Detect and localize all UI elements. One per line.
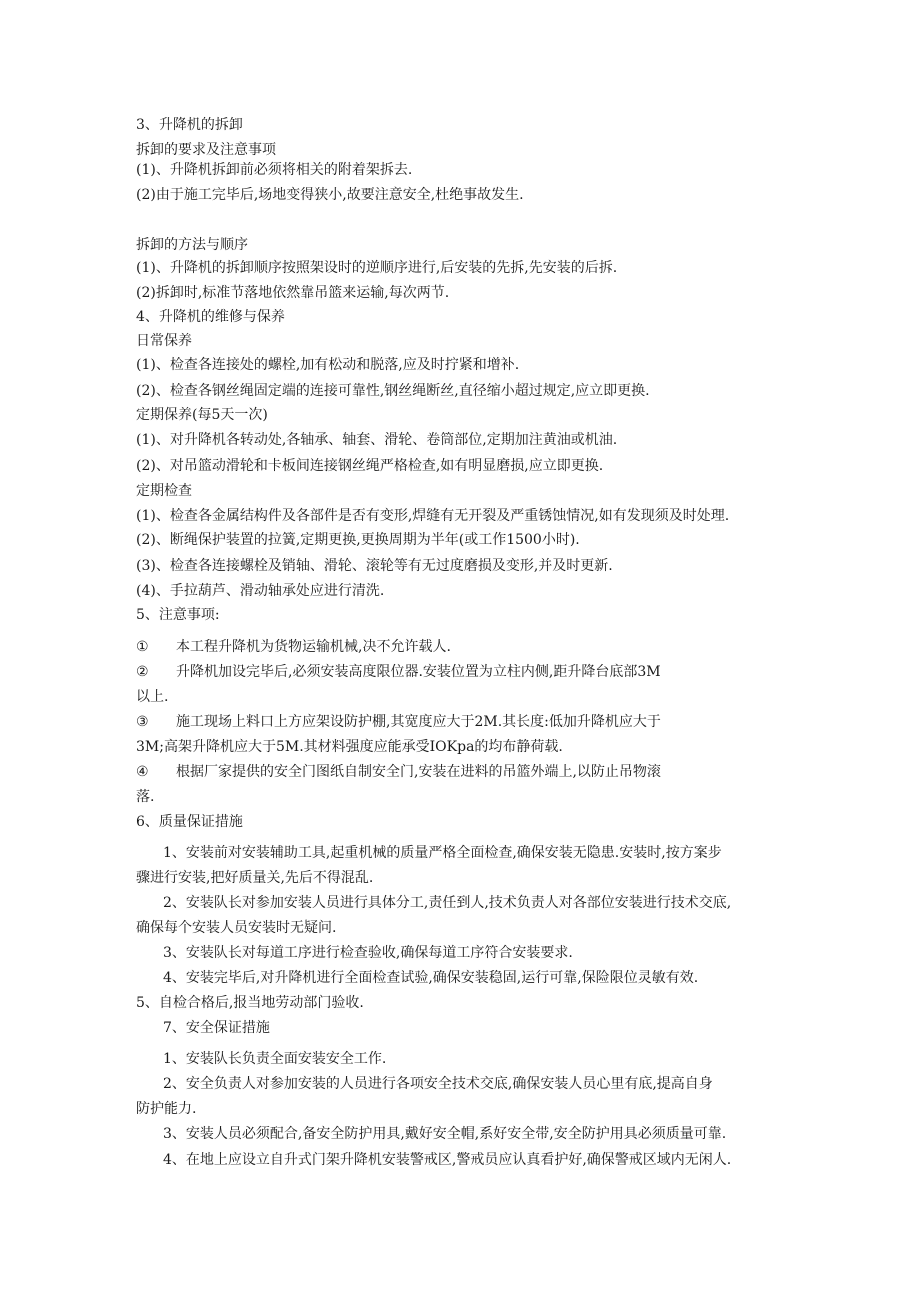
section7-p4: 4、在地上应设立自升式门架升降机安装警戒区,警戒员应认真看护好,确保警戒区域内无闲人. — [163, 1152, 732, 1168]
section3-method-2: (2)拆卸时,标准节落地依然靠吊篮来运输,每次两节. — [136, 285, 450, 301]
section6-p5: 5、自检合格后,报当地劳动部门验收. — [136, 995, 364, 1011]
section6-p4: 4、安装完毕后,对升降机进行全面检查试验,确保安装稳固,运行可靠,保险限位灵敏有效. — [163, 970, 699, 986]
section3-req-heading: 拆卸的要求及注意事项 — [136, 142, 276, 158]
item4-marker: ④ — [136, 764, 149, 780]
section6-p1-line2: 骤进行安装,把好质量关,先后不得混乱. — [136, 870, 374, 886]
section3-method-1: (1)、升降机的拆卸顺序按照架设时的逆顺序进行,后安装的先拆,先安装的后拆. — [136, 260, 618, 276]
item4-line1: 根据厂家提供的安全门图纸自制安全门,安装在进料的吊篮外端上,以防止吊物滚 — [176, 764, 661, 780]
item3-line1: 施工现场上料口上方应架设防护棚,其宽度应大于2M.其长度:低加升降机应大于 — [176, 714, 661, 730]
item3-marker: ③ — [136, 714, 149, 730]
section4-periodic-heading: 定期保养(每5天一次) — [136, 407, 268, 423]
item2-marker: ② — [136, 664, 149, 680]
section6-p3: 3、安装队长对每道工序进行检查验收,确保每道工序符合安装要求. — [163, 945, 573, 961]
section3-method-heading: 拆卸的方法与顺序 — [136, 237, 248, 253]
section5-title: 5、注意事项: — [136, 607, 220, 623]
section6-p1-line1: 1、安装前对安装辅助工具,起重机械的质量严格全面检查,确保安装无隐患.安装时,按方案步 — [163, 845, 722, 861]
section4-daily-2: (2)、检查各钢丝绳固定端的连接可靠性,钢丝绳断丝,直径缩小超过规定,应立即更换. — [136, 383, 650, 399]
section4-daily-1: (1)、检查各连接处的螺栓,加有松动和脱落,应及时拧紧和增补. — [136, 357, 520, 373]
section4-inspect-heading: 定期检查 — [136, 483, 192, 499]
section7-p1: 1、安装队长负责全面安装安全工作. — [163, 1051, 387, 1067]
section7-p3: 3、安装人员必须配合,备安全防护用具,戴好安全帽,系好安全带,安全防护用具必须质量可靠. — [163, 1126, 727, 1142]
section3-req-1: (1)、升降机拆卸前必须将相关的附着架拆去. — [136, 162, 413, 178]
section7-p2-line2: 防护能力. — [136, 1101, 197, 1117]
section6-p2-line2: 确保每个安装人员安装时无疑问. — [136, 920, 337, 936]
section6-title: 6、质量保证措施 — [136, 814, 243, 830]
section3-title: 3、升降机的拆卸 — [136, 117, 243, 133]
section4-inspect-3: (3)、检查各连接螺栓及销轴、滑轮、滚轮等有无过度磨损及变形,并及时更新. — [136, 558, 613, 574]
section4-periodic-2: (2)、对吊篮动滑轮和卡板间连接钢丝绳严格检查,如有明显磨损,应立即更换. — [136, 458, 604, 474]
section4-inspect-4: (4)、手拉葫芦、滑动轴承处应进行清洗. — [136, 583, 385, 599]
item2-line1: 升降机加设完毕后,必须安装高度限位器.安装位置为立柱内侧,距升降台底部3M — [176, 664, 661, 680]
section6-p2-line1: 2、安装队长对参加安装人员进行具体分工,责任到人,技术负责人对各部位安装进行技术交底, — [163, 895, 732, 911]
item2-line2: 以上. — [136, 689, 169, 705]
section7-p2-line1: 2、安全负责人对参加安装的人员进行各项安全技术交底,确保安装人员心里有底,提高自身 — [163, 1076, 713, 1092]
section7-title: 7、安全保证措施 — [163, 1020, 270, 1036]
item1-marker: ① — [136, 639, 149, 655]
item3-line2: 3M;高架升降机应大于5M.其材料强度应能承受IOKpa的均布静荷载. — [136, 739, 563, 755]
section4-daily-heading: 日常保养 — [136, 333, 192, 349]
section4-inspect-1: (1)、检查各金属结构件及各部件是否有变形,焊缝有无开裂及严重锈蚀情况,如有发现须及时处理. — [136, 508, 730, 524]
item4-line2: 落. — [136, 789, 155, 805]
section4-periodic-1: (1)、对升降机各转动处,各轴承、轴套、滑轮、卷筒部位,定期加注黄油或机油. — [136, 432, 618, 448]
section4-inspect-2: (2)、断绳保护装置的拉簧,定期更换,更换周期为半年(或工作1500小时). — [136, 532, 580, 548]
item1-line1: 本工程升降机为货物运输机械,决不允许载人. — [176, 639, 451, 655]
section4-title: 4、升降机的维修与保养 — [136, 309, 285, 325]
section3-req-2: (2)由于施工完毕后,场地变得狭小,故要注意安全,杜绝事故发生. — [136, 187, 524, 203]
